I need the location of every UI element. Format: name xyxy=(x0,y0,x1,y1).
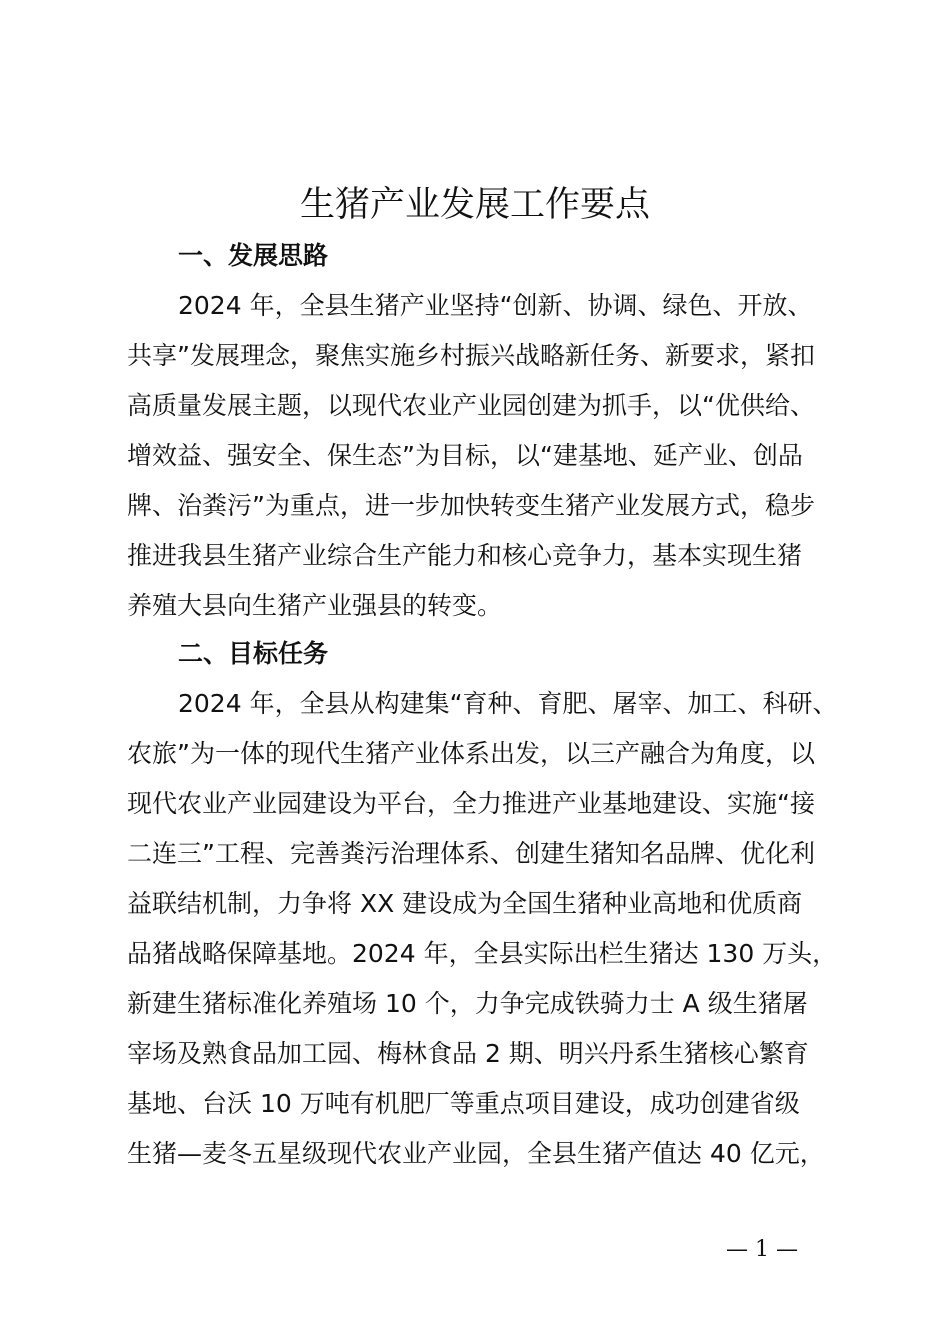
paragraph-line: 品猪战略保障基地。2024 年，全县实际出栏生猪达 130 万头， xyxy=(127,939,838,968)
paragraph-line: 基地、台沃 10 万吨有机肥厂等重点项目建设，成功创建省级 xyxy=(127,1089,800,1118)
paragraph-line: 农旅”为一体的现代生猪产业体系出发，以三产融合为角度，以 xyxy=(127,739,815,768)
paragraph-line: 2024 年，全县从构建集“育种、育肥、屠宰、加工、科研、 xyxy=(178,689,838,718)
paragraph-line: 益联结机制，力争将 XX 建设成为全国生猪种业高地和优质商 xyxy=(127,889,803,918)
paragraph-line: 新建生猪标准化养殖场 10 个，力争完成铁骑力士 A 级生猪屠 xyxy=(127,989,808,1018)
section-heading-development-approach: 一、发展思路 xyxy=(178,241,329,270)
paragraph-line: 共享”发展理念，聚焦实施乡村振兴战略新任务、新要求，紧扣 xyxy=(127,341,815,370)
paragraph-line: 牌、治粪污”为重点，进一步加快转变生猪产业发展方式，稳步 xyxy=(127,491,815,520)
page-number: — 1 — xyxy=(726,1237,798,1262)
paragraph-line: 2024 年，全县生猪产业坚持“创新、协调、绿色、开放、 xyxy=(178,291,813,320)
paragraph-line: 宰场及熟食品加工园、梅林食品 2 期、明兴丹系生猪核心繁育 xyxy=(127,1039,809,1068)
document-title: 生猪产业发展工作要点 xyxy=(299,185,650,225)
paragraph-line: 增效益、强安全、保生态”为目标，以“建基地、延产业、创品 xyxy=(127,441,803,470)
paragraph-line: 二连三”工程、完善粪污治理体系、创建生猪知名品牌、优化利 xyxy=(127,839,815,868)
paragraph-line: 生猪—麦冬五星级现代农业产业园，全县生猪产值达 40 亿元， xyxy=(127,1139,825,1168)
paragraph-line: 养殖大县向生猪产业强县的转变。 xyxy=(127,591,503,620)
section-body-target-tasks xyxy=(127,679,837,1179)
section-body-development-approach xyxy=(127,281,837,631)
paragraph-line: 现代农业产业园建设为平台，全力推进产业基地建设、实施“接 xyxy=(127,789,815,818)
section-heading-target-tasks: 二、目标任务 xyxy=(178,639,329,668)
paragraph-line: 推进我县生猪产业综合生产能力和核心竞争力，基本实现生猪 xyxy=(127,541,803,570)
paragraph-line: 高质量发展主题，以现代农业产业园创建为抓手，以“优供给、 xyxy=(127,391,815,420)
